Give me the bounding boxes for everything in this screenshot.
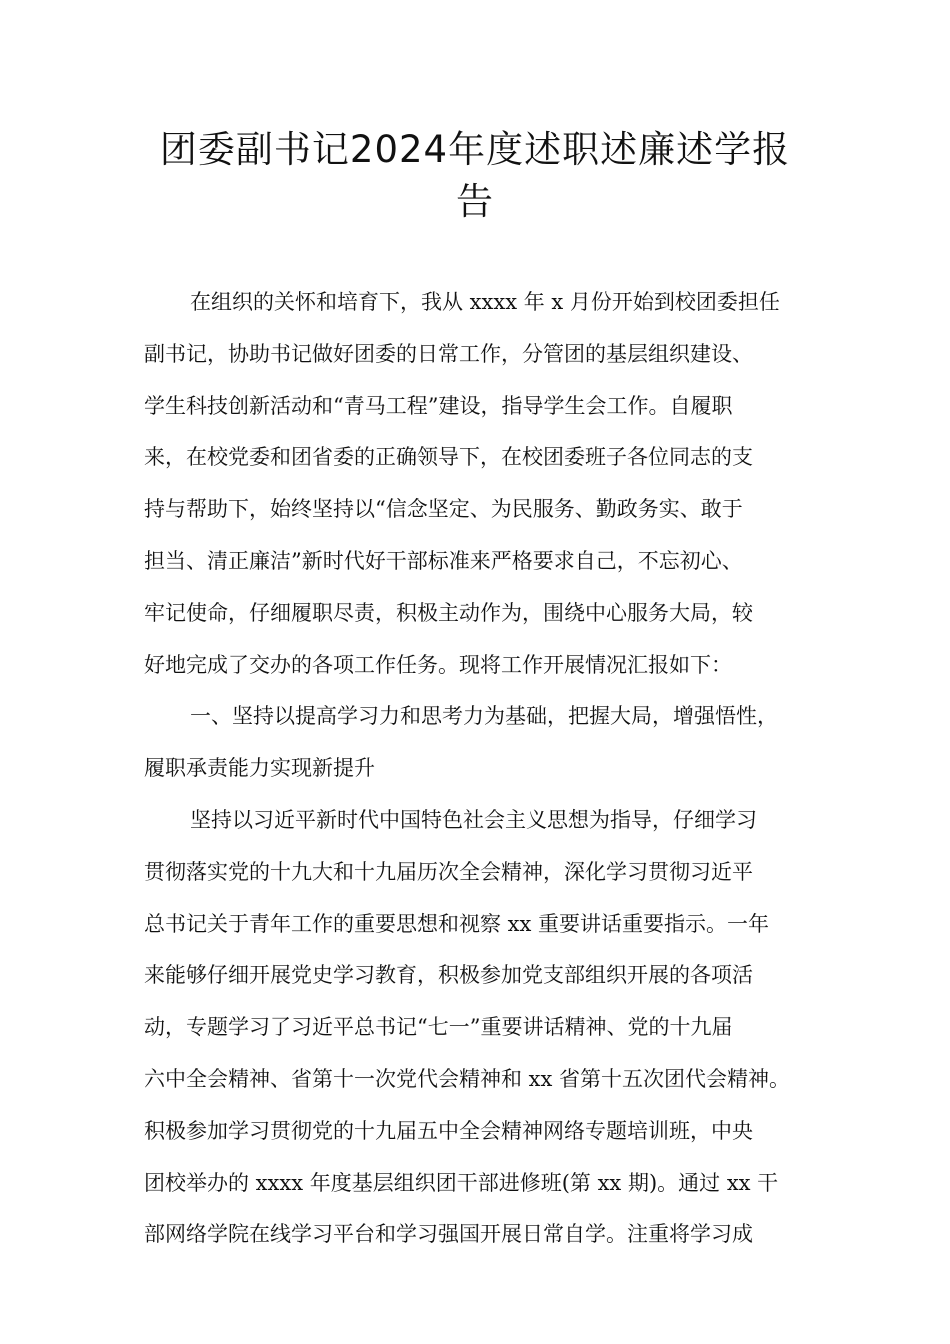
body-line: 积极参加学习贯彻党的十九届五中全会精神网络专题培训班，中央	[144, 1118, 753, 1143]
title-line-2: 告	[456, 180, 494, 223]
body-line: 担当、清正廉洁”新时代好干部标准来严格要求自己，不忘初心、	[144, 548, 743, 573]
body-line: 持与帮助下，始终坚持以“信念坚定、为民服务、勤政务实、敢于	[144, 497, 743, 522]
body-line: 来，在校党委和团省委的正确领导下，在校团委班子各位同志的支	[144, 445, 753, 470]
body-line: 六中全会精神、省第十一次党代会精神和 xx 省第十五次团代会精神。	[144, 1066, 791, 1091]
document-body	[144, 280, 818, 1264]
body-line: 动，专题学习了习近平总书记“七一”重要讲话精神、党的十九届	[144, 1015, 733, 1040]
body-line: 贯彻落实党的十九大和十九届历次全会精神，深化学习贯彻习近平	[144, 859, 753, 884]
body-line: 一、坚持以提高学习力和思考力为基础，把握大局，增强悟性，	[190, 704, 778, 729]
body-line: 来能够仔细开展党史学习教育，积极参加党支部组织开展的各项活	[144, 963, 753, 988]
document-title	[100, 124, 850, 228]
body-line: 副书记，协助书记做好团委的日常工作，分管团的基层组织建设、	[144, 341, 753, 366]
body-line: 牢记使命，仔细履职尽责，积极主动作为，围绕中心服务大局，较	[144, 600, 753, 625]
body-line: 好地完成了交办的各项工作任务。现将工作开展情况汇报如下：	[144, 652, 732, 677]
body-line: 总书记关于青年工作的重要思想和视察 xx 重要讲话重要指示。一年	[144, 911, 770, 936]
body-line: 在组织的关怀和培育下，我从 xxxx 年 x 月份开始到校团委担任	[190, 290, 780, 314]
body-line: 坚持以习近平新时代中国特色社会主义思想为指导，仔细学习	[190, 807, 757, 832]
body-line: 履职承责能力实现新提升	[144, 756, 375, 781]
title-line-1: 团委副书记2024年度述职述廉述学报	[159, 128, 791, 171]
body-line: 部网络学院在线学习平台和学习强国开展日常自学。注重将学习成	[144, 1222, 753, 1247]
body-line: 团校举办的 xxxx 年度基层组织团干部进修班(第 xx 期)。通过 xx 干	[144, 1170, 779, 1195]
body-line: 学生科技创新活动和“青马工程”建设，指导学生会工作。自履职	[144, 393, 733, 418]
